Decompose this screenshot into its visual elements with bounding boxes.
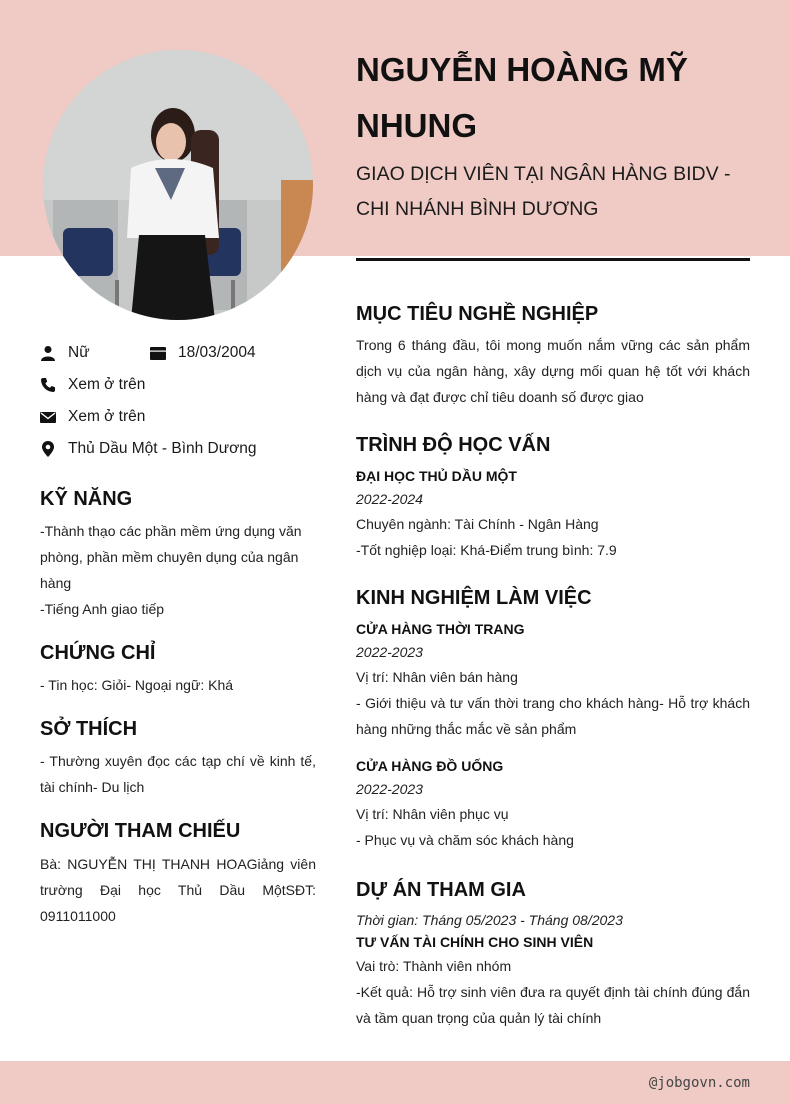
education-section bbox=[356, 432, 750, 563]
birthday-row bbox=[150, 341, 256, 365]
certificates-text: - Tin học: Giỏi- Ngoại ngữ: Khá bbox=[40, 677, 234, 693]
phone-icon bbox=[40, 376, 56, 394]
objective-text: Trong 6 tháng đầu, tôi mong muốn nắm vững các sản phẩm dịch vụ của ngân hàng, xây dựng mối quan hệ tốt với khách hàng và đạt được chỉ tiêu doanh số được giao bbox=[356, 337, 750, 405]
person-icon bbox=[40, 344, 56, 362]
job-desc: - Phục vụ và chăm sóc khách hàng bbox=[356, 832, 574, 848]
job-role: Vị trí: Nhân viên bán hàng bbox=[356, 669, 518, 685]
school-name: ĐẠI HỌC THỦ DẦU MỘT bbox=[356, 468, 517, 484]
job-company: CỬA HÀNG ĐỒ UỐNG bbox=[356, 758, 504, 774]
job-entry bbox=[356, 618, 750, 742]
gender-row bbox=[40, 341, 90, 365]
calendar-icon bbox=[150, 344, 166, 362]
address-row bbox=[40, 437, 257, 461]
birthday-value: 18/03/2004 bbox=[178, 344, 256, 361]
skill-item: -Tiếng Anh giao tiếp bbox=[40, 601, 165, 617]
header-divider bbox=[356, 258, 750, 261]
reference-text: Bà: NGUYỄN THỊ THANH HOAGiảng viên trường Đại học Thủ Dầu MộtSĐT: 0911011000 bbox=[40, 856, 316, 924]
candidate-name: NGUYỄN HOÀNG MỸ NHUNG bbox=[356, 51, 688, 144]
certificates-section bbox=[40, 640, 316, 698]
projects-heading: DỰ ÁN THAM GIA bbox=[356, 879, 526, 901]
project-time: Thời gian: Tháng 05/2023 - Tháng 08/2023 bbox=[356, 912, 623, 928]
reference-heading: NGƯỜI THAM CHIẾU bbox=[40, 820, 241, 842]
education-heading: TRÌNH ĐỘ HỌC VẤN bbox=[356, 434, 551, 456]
certificates-heading: CHỨNG CHỈ bbox=[40, 642, 156, 664]
education-major: Chuyên ngành: Tài Chính - Ngân Hàng bbox=[356, 516, 599, 532]
envelope-icon bbox=[40, 408, 56, 426]
reference-section bbox=[40, 818, 316, 929]
skill-item: -Thành thạo các phần mềm ứng dụng văn phòng, phần mềm chuyên dụng của ngân hàng bbox=[40, 523, 302, 591]
project-role: Vai trò: Thành viên nhóm bbox=[356, 958, 512, 974]
hobbies-text: - Thường xuyên đọc các tạp chí về kinh tế, tài chính- Du lịch bbox=[40, 753, 316, 795]
job-entry bbox=[356, 755, 750, 853]
job-period: 2022-2023 bbox=[356, 644, 423, 660]
email-value: Xem ở trên bbox=[68, 408, 146, 425]
objective-section bbox=[356, 301, 750, 410]
project-name: TƯ VẤN TÀI CHÍNH CHO SINH VIÊN bbox=[356, 934, 594, 950]
job-period: 2022-2023 bbox=[356, 781, 423, 797]
job-desc: - Giới thiệu và tư vấn thời trang cho khách hàng- Hỗ trợ khách hàng những thắc mắc về sản phẩm bbox=[356, 695, 750, 737]
skills-heading: KỸ NĂNG bbox=[40, 488, 133, 510]
gender-value: Nữ bbox=[68, 344, 90, 361]
education-period: 2022-2024 bbox=[356, 491, 423, 507]
phone-value: Xem ở trên bbox=[68, 376, 146, 393]
map-pin-icon bbox=[40, 440, 56, 458]
email-row bbox=[40, 405, 145, 429]
address-value: Thủ Dầu Một - Bình Dương bbox=[68, 440, 257, 457]
phone-row bbox=[40, 373, 145, 397]
profile-photo bbox=[43, 50, 313, 320]
job-company: CỬA HÀNG THỜI TRANG bbox=[356, 621, 525, 637]
hobbies-heading: SỞ THÍCH bbox=[40, 718, 138, 740]
projects-section bbox=[356, 877, 750, 1031]
footer-watermark: @jobgovn.com bbox=[648, 1075, 750, 1091]
hobbies-section bbox=[40, 716, 316, 800]
job-title: GIAO DỊCH VIÊN TẠI NGÂN HÀNG BIDV - CHI NHÁNH BÌNH DƯƠNG bbox=[356, 163, 731, 220]
project-result: -Kết quả: Hỗ trợ sinh viên đưa ra quyết định tài chính đúng đắn và tầm quan trọng của quản lý tài chính bbox=[356, 984, 750, 1026]
education-grade: -Tốt nghiệp loại: Khá-Điểm trung bình: 7.9 bbox=[356, 542, 617, 558]
experience-heading: KINH NGHIỆM LÀM VIỆC bbox=[356, 587, 592, 609]
objective-heading: MỤC TIÊU NGHỀ NGHIỆP bbox=[356, 303, 599, 325]
experience-section bbox=[356, 585, 750, 853]
skills-section bbox=[40, 486, 316, 622]
job-role: Vị trí: Nhân viên phục vụ bbox=[356, 806, 509, 822]
